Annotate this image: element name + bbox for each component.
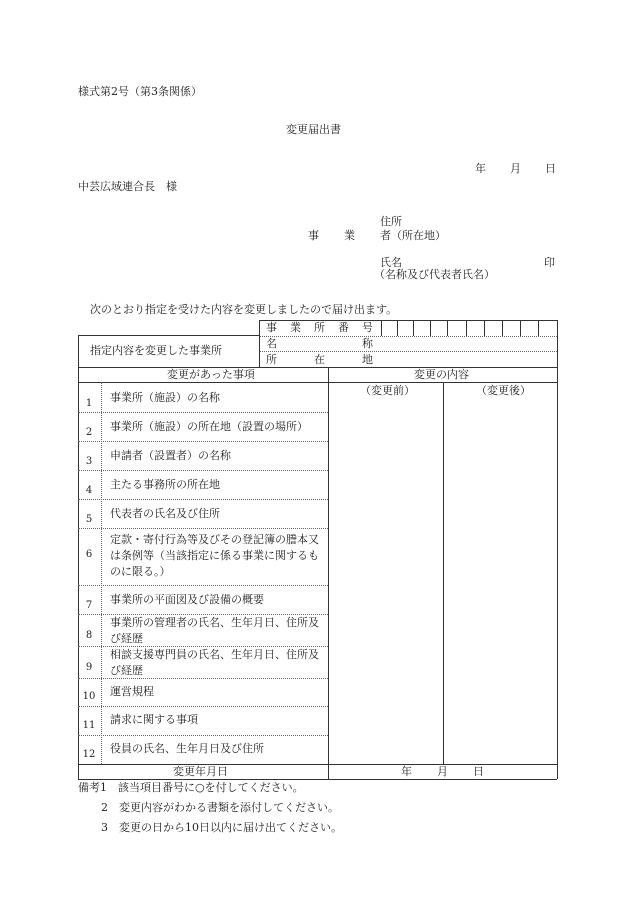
item-number: 8 xyxy=(85,630,93,641)
item-text: 定款・寄付行為等及びその登記簿の謄本又は条例等（当該指定に係る事業に関するものに限る。） xyxy=(110,533,319,578)
row-divider xyxy=(78,441,328,442)
change-date-day: 日 xyxy=(473,765,484,778)
office-name-char-2: 称 xyxy=(362,337,373,350)
office-label-top-border xyxy=(78,335,259,336)
number-box-line xyxy=(430,320,431,336)
change-date-year: 年 xyxy=(401,765,412,778)
item-text: 運営規程 xyxy=(110,685,154,698)
number-box-line xyxy=(466,320,467,336)
change-date-month: 月 xyxy=(437,765,448,778)
office-name-char-1: 名 xyxy=(266,337,277,350)
item-text: 相談支援専門員の氏名、生年月日、住所及び経歴 xyxy=(110,648,319,677)
seal-mark: 印 xyxy=(544,256,555,269)
column-divider-before-after xyxy=(443,382,444,764)
item-number: 9 xyxy=(85,662,93,673)
item-text: 請求に関する事項 xyxy=(110,713,198,726)
item-number: 12 xyxy=(82,749,96,760)
header-content: 変更の内容 xyxy=(414,368,469,381)
header-before: （変更前） xyxy=(360,384,415,397)
office-section-label: 指定内容を変更した事業所 xyxy=(90,344,222,357)
note-2: 2 変更内容がわかる書類を添付してください。 xyxy=(101,801,339,814)
office-number-char-3: 所 xyxy=(314,321,325,334)
item-text: 役員の氏名、生年月日及び住所 xyxy=(110,742,264,755)
office-number-char-5: 号 xyxy=(362,321,373,334)
role-char-3: 者（所在地） xyxy=(380,229,446,242)
number-box-line xyxy=(447,320,448,336)
office-number-char-2: 業 xyxy=(290,321,301,334)
number-box-line xyxy=(413,320,414,336)
table-top-border xyxy=(259,320,557,321)
office-name-divider xyxy=(259,351,557,352)
header-after: （変更後） xyxy=(476,384,531,397)
change-date-top-border xyxy=(78,764,557,765)
row-divider xyxy=(78,706,328,707)
number-box-line xyxy=(520,320,521,336)
number-box-line xyxy=(397,320,398,336)
item-text: 代表者の氏名及び住所 xyxy=(110,507,220,520)
office-number-char-1: 事 xyxy=(266,321,277,334)
item-number: 5 xyxy=(85,514,93,525)
number-box-line xyxy=(381,320,382,336)
row-divider xyxy=(78,528,328,529)
number-box-line xyxy=(484,320,485,336)
document-title: 変更届出書 xyxy=(286,123,341,136)
row-divider xyxy=(78,470,328,471)
name-label: 氏名 xyxy=(380,256,402,269)
note-3: 3 変更の日から10日以内に届け出てください。 xyxy=(101,821,342,834)
date-day-label: 日 xyxy=(545,162,556,175)
office-location-char-2: 在 xyxy=(314,353,325,366)
date-month-label: 月 xyxy=(510,162,521,175)
item-number: 2 xyxy=(85,427,93,438)
name-note: （名称及び代表者氏名） xyxy=(374,268,495,281)
table-right-border xyxy=(557,320,558,779)
office-number-divider xyxy=(259,336,557,337)
table-bottom-border xyxy=(78,779,557,780)
item-number: 11 xyxy=(82,720,96,731)
item-text: 事業所（施設）の名称 xyxy=(110,391,220,404)
header-bottom-border xyxy=(78,382,557,383)
address-label: 住所 xyxy=(380,215,402,228)
header-top-border xyxy=(78,367,557,368)
number-box-line xyxy=(538,320,539,336)
item-text: 事業所の管理者の氏名、生年月日、住所及び経歴 xyxy=(110,616,319,645)
item-number: 3 xyxy=(85,456,93,467)
item-number: 10 xyxy=(82,691,96,702)
column-divider-main xyxy=(328,367,329,779)
item-text: 事業所の平面図及び設備の概要 xyxy=(110,593,264,606)
role-char-2: 業 xyxy=(344,229,355,242)
intro-text: 次のとおり指定を受けた内容を変更しましたので届け出ます。 xyxy=(90,303,398,316)
role-char-1: 事 xyxy=(308,229,319,242)
office-number-char-4: 番 xyxy=(338,321,349,334)
office-location-char-3: 地 xyxy=(362,353,373,366)
row-divider xyxy=(78,412,328,413)
item-text: 事業所（施設）の所在地（設置の場所） xyxy=(110,420,308,433)
item-number: 7 xyxy=(85,600,93,611)
header-matters: 変更があった事項 xyxy=(167,368,255,381)
row-divider xyxy=(78,735,328,736)
item-text: 申請者（設置者）の名称 xyxy=(110,449,231,462)
item-number: 1 xyxy=(85,398,93,409)
item-text: 主たる事務所の所在地 xyxy=(110,478,220,491)
form-label: 様式第2号（第3条関係） xyxy=(78,85,202,98)
item-number: 4 xyxy=(85,485,93,496)
date-year-label: 年 xyxy=(475,162,486,175)
item-number: 6 xyxy=(85,549,93,560)
number-box-line xyxy=(502,320,503,336)
note-1: 備考1 該当項目番号に○を付してください。 xyxy=(78,781,304,794)
row-divider xyxy=(78,585,328,586)
row-divider xyxy=(78,499,328,500)
addressee: 中芸広域連合長 様 xyxy=(78,180,177,193)
office-label-right-border xyxy=(259,320,260,368)
office-location-char-1: 所 xyxy=(266,353,277,366)
change-date-label: 変更年月日 xyxy=(173,765,228,778)
